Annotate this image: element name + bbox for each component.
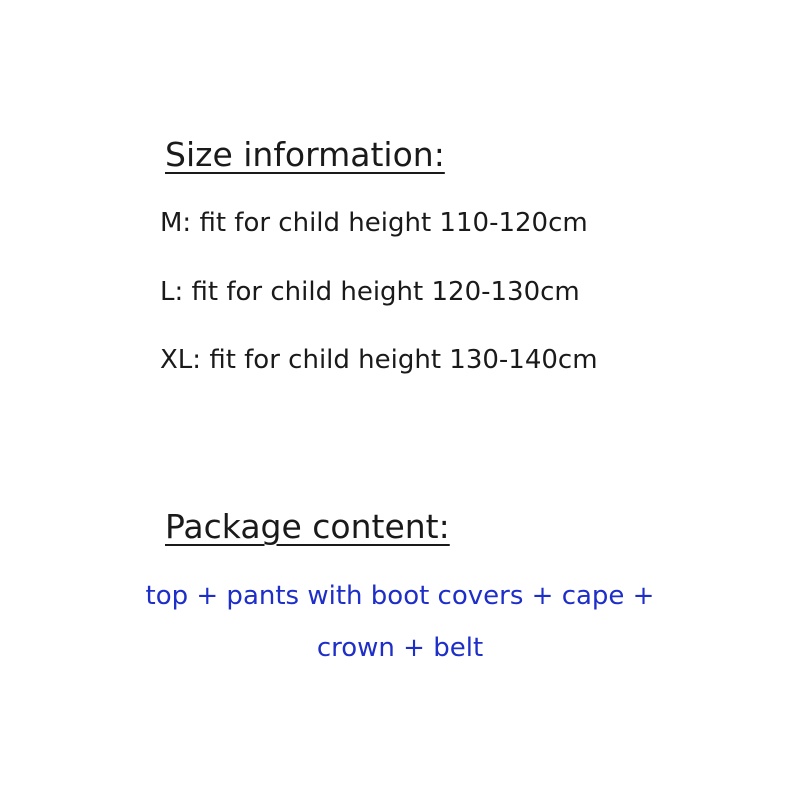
package-content-line-2: crown + belt bbox=[316, 633, 484, 663]
package-content-line-1: top + pants with boot covers + cape + bbox=[145, 581, 655, 611]
package-content-heading: Package content: bbox=[165, 507, 450, 546]
size-xl-line: XL: fit for child height 130-140cm bbox=[160, 345, 598, 375]
size-m-line: M: fit for child height 110-120cm bbox=[160, 208, 588, 238]
size-l-line: L: fit for child height 120-130cm bbox=[160, 277, 580, 307]
size-information-heading: Size information: bbox=[165, 135, 445, 174]
